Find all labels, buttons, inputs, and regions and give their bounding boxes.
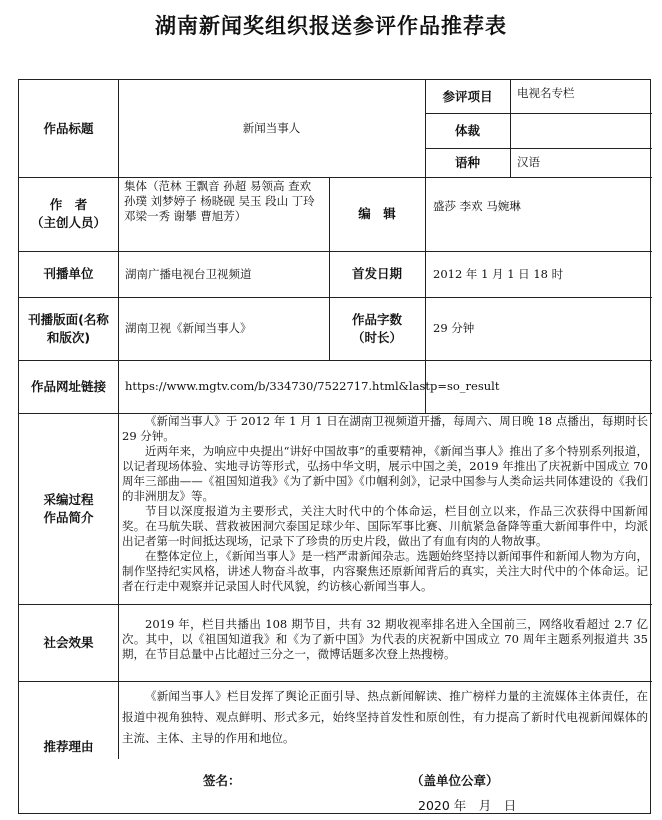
- work-title-label: 作品标题: [43, 120, 94, 136]
- genre-label: 体裁: [454, 122, 480, 138]
- process-paragraph: 节目以深度报道为主要形式，关注大时代中的个体命运，栏目创立以来，作品三次获得中国新闻奖。在马航失联、营救被困洞穴泰国足球少年、国际军事比赛、川航紧急备降等重大新闻事件中，均派出记者第一时间抵达现场，记录下了珍贵的历史片段，做出了有血有肉的人物故事。: [122, 504, 648, 548]
- effect-paragraph: 2019 年，栏目共播出 108 期节目，共有 32 期收视率排名进入全国前三，网络收看超过 2.7 亿次。其中，以《祖国知道我》和《为了新中国》为代表的庆祝新中国成立 70 周年主题系列报道共 35 期，在节目总量中占比超过三分之一，微博话题多次登上热搜榜。: [122, 617, 648, 661]
- date-label: 2020 年 月 日: [418, 798, 517, 813]
- author-label-line2: （主创人员）: [30, 215, 106, 230]
- page-title: 湖南新闻奖组织报送参评作品推荐表: [155, 14, 507, 38]
- effect-text: [122, 617, 648, 679]
- category-label: 参评项目: [442, 88, 493, 104]
- authors-value: 集体（范林 王飘音 孙超 易领高 查欢 孙璞 刘梦婷子 杨晓砚 吴玉 段山 丁玲 邓梁一秀 谢攀 曹旭芳）: [124, 179, 315, 223]
- first-release-label: 首发日期: [351, 266, 402, 281]
- word-count-label-line1: 作品字数: [351, 311, 402, 327]
- word-count-value: 29 分钟: [433, 321, 475, 335]
- editor-label: 编 辑: [358, 206, 396, 221]
- process-label-line1: 采编过程: [43, 491, 94, 507]
- editors-value: 盛莎 李欢 马婉琳: [433, 199, 521, 213]
- process-label-line2: 作品简介: [43, 509, 94, 525]
- url-link[interactable]: https://www.mgtv.com/b/334730/7522717.html&lastp=so_result: [125, 379, 500, 393]
- reason-paragraph: 《新闻当事人》栏目发挥了舆论正面引导、热点新闻解读、推广榜样力量的主流媒体主体责任，在报道中视角独特、观点鲜明、形式多元，始终坚持首发性和原创性，有力提高了新时代电视新闻媒体的主流、主体、主导的作用和地位。: [122, 689, 648, 745]
- word-count-label: [329, 297, 425, 360]
- section-value: 湖南卫视《新闻当事人》: [125, 321, 252, 335]
- first-release-value: 2012 年 1 月 1 日 18 时: [433, 266, 564, 281]
- process-text: [122, 414, 648, 602]
- section-label-line1: 刊播版面(名称: [28, 311, 109, 327]
- recommendation-table: [18, 79, 651, 814]
- section-label: [19, 297, 118, 360]
- publisher-label: 刊播单位: [43, 266, 94, 281]
- word-count-label-line2: （时长）: [351, 329, 402, 345]
- stamp-label: （盖单位公章）: [411, 773, 499, 788]
- language-label: 语种: [454, 154, 480, 170]
- work-title-value: 新闻当事人: [242, 121, 301, 135]
- column-divider: [118, 681, 119, 759]
- genre-value: [517, 113, 647, 148]
- language-value: 汉语: [517, 155, 540, 169]
- effect-label: 社会效果: [43, 634, 94, 650]
- publisher-value: 湖南广播电视台卫视频道: [125, 266, 252, 281]
- column-divider: [510, 80, 511, 177]
- process-paragraph: 近两年来，为响应中央提出“讲好中国故事”的重要精神，《新闻当事人》推出了多个特别系列报道，以记者现场体验、实地寻访等形式，弘扬中华文明，展示中国之美，2019 年推出了庆祝新中国成立 70 周年三部曲——《祖国知道我》《为了新中国》《巾帼利剑》，记录中国参与人类命运共同体建设的《我们的非洲朋友》等。: [122, 444, 648, 503]
- process-paragraph: 在整体定位上，《新闻当事人》是一档严肃新闻杂志。选题始终坚持以新闻事件和新闻人物为方向，制作坚持纪实风格，讲述人物奋斗故事，内容聚焦还原新闻背后的真实，关注大时代中的个体命运。记者在行走中观察并记录国人时代风貌，约访核心新闻当事人。: [122, 549, 648, 593]
- author-label: [19, 177, 118, 251]
- process-label: [19, 413, 118, 604]
- section-label-line2: 和版次): [46, 329, 91, 345]
- process-paragraph: 《新闻当事人》于 2012 年 1 月 1 日在湖南卫视频道开播，每周六、周日晚 18 点播出，每期时长 29 分钟。: [122, 414, 648, 443]
- signature-label: 签名：: [203, 773, 241, 788]
- category-value: 电视名专栏: [517, 86, 575, 100]
- reason-text: [122, 686, 648, 761]
- author-label-line1: 作 者: [49, 197, 88, 212]
- url-label: 作品网址链接: [30, 378, 106, 394]
- reason-label: 推荐理由: [43, 739, 94, 754]
